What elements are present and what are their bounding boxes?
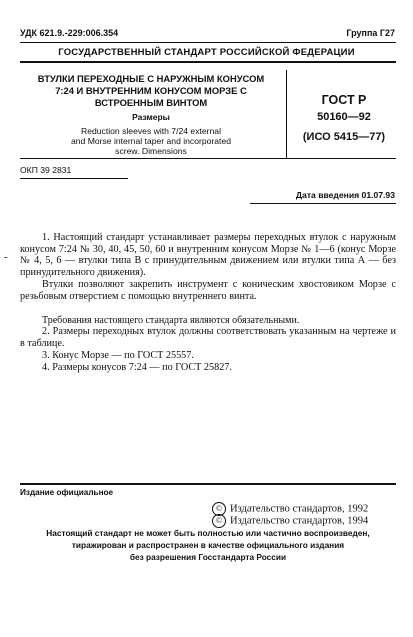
- gost-label: ГОСТ Р: [321, 93, 367, 107]
- paragraph-3-morse: 3. Конус Морзе — по ГОСТ 25557.: [42, 350, 194, 361]
- paragraph-4-cones: 4. Размеры конусов 7:24 — по ГОСТ 25827.: [42, 362, 232, 373]
- title-line-1: ВТУЛКИ ПЕРЕХОДНЫЕ С НАРУЖНЫМ КОНУСОМ: [37, 73, 265, 84]
- top-rule: [20, 42, 396, 43]
- copyright-icon: ©: [212, 514, 226, 528]
- paragraph-2: Втулки позволяют закрепить инструмент с коническим хвостовиком Морзе с резьбовым отверстием с помощью внутреннего винта.: [20, 279, 396, 302]
- copyright-1994: [212, 514, 368, 528]
- copyright-icon: ©: [212, 502, 226, 516]
- iso-reference: (ИСО 5415—77): [302, 131, 386, 143]
- requirements-note: Требования настоящего стандарта являются обязательными.: [42, 315, 300, 326]
- standard-title: ГОСУДАРСТВЕННЫЙ СТАНДАРТ РОССИЙСКОЙ ФЕДЕРАЦИИ: [58, 47, 355, 58]
- paragraph-1: 1. Настоящий стандарт устанавливает размеры переходных втулок с наружным конусом 7:24 № 30, 40, 45, 50, 60 и внутренним конусом Морзе № 1—6 (конус Морзе № 4, 5, 6 — втулки типа В с принудительным движением или втулки типа А — без принудительного движения).: [20, 232, 396, 278]
- copyright-1992-text: Издательство стандартов, 1992: [230, 503, 369, 515]
- title-divider: [286, 70, 287, 158]
- date-introduced: Дата введения 01.07.93: [295, 190, 395, 200]
- date-rule: [250, 203, 396, 204]
- footer-line-3: без разрешения Госстандарта России: [129, 552, 287, 562]
- title-line-3: ВСТРОЕННЫМ ВИНТОМ: [94, 97, 208, 108]
- subtitle: Размеры: [132, 112, 170, 122]
- footer-line-1: Настоящий стандарт не может быть полностью или частично воспроизведен,: [46, 528, 370, 538]
- edition-label: Издание официальное: [20, 488, 114, 497]
- english-line-2: and Morse internal taper and incorporated: [70, 136, 232, 146]
- margin-mark: -: [4, 251, 8, 263]
- bottom-section-rule: [20, 483, 396, 485]
- gost-number: 50160—92: [317, 111, 371, 123]
- english-line-3: screw. Dimensions: [115, 146, 187, 156]
- document-title: [20, 73, 282, 109]
- title-bottom-rule: [20, 158, 396, 159]
- english-line-1: Reduction sleeves with 7/24 external: [81, 126, 221, 136]
- title-line-2: 7:24 И ВНУТРЕННИМ КОНУСОМ МОРЗЕ С: [55, 85, 247, 96]
- group-code: Группа Г27: [346, 28, 395, 38]
- okp-code: ОКП 39 2831: [20, 165, 72, 175]
- okp-rule: [20, 178, 128, 179]
- footer-line-2: тиражирован и распространен в качестве официального издания: [71, 540, 345, 550]
- udk-code: УДК 621.9.-229:006.354: [20, 28, 119, 38]
- copyright-1994-text: Издательство стандартов, 1994: [230, 515, 369, 527]
- standard-title-rule: [20, 61, 396, 63]
- english-title: [20, 126, 282, 156]
- paragraph-2-dimensions: 2. Размеры переходных втулок должны соответствовать указанным на чертеже и в таблице.: [20, 326, 396, 349]
